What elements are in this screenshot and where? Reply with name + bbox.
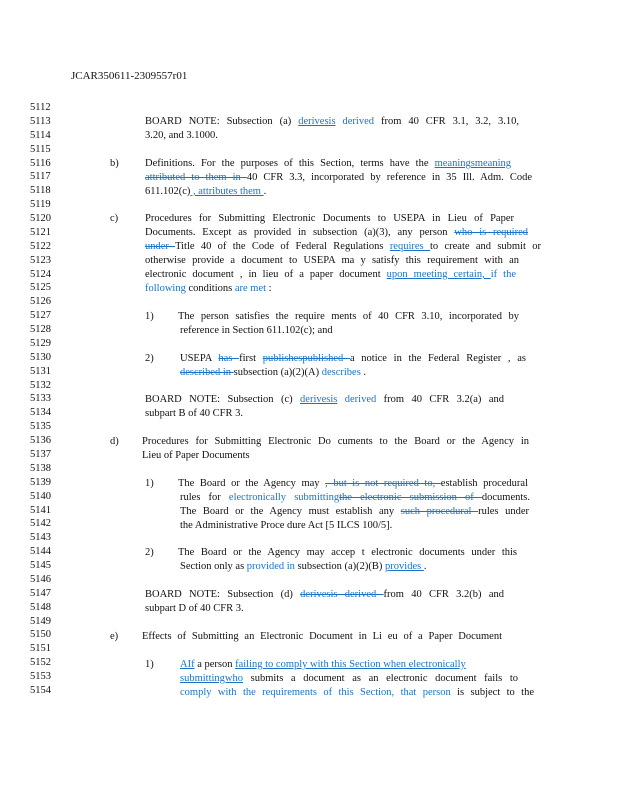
line-number: 5121 [30,226,51,238]
board-note-a-cont: 3.20, and 3.1000. [145,130,218,141]
line-number: 5137 [30,449,51,460]
definitions-line-3: 611.102(c) , attributes them . [145,186,267,197]
line-number: 5142 [30,518,51,530]
subsection-c-marker: c) [110,213,119,224]
procedures-usepa-line-5: electronic document , in lieu of a paper document upon meeting certain, if the [145,269,516,280]
procedures-usepa-line-4: otherwise provide a document to USEPA ma y satisfy this requirement with an [145,255,519,266]
subsection-e-marker: e) [110,631,119,642]
line-number: 5128 [30,324,51,336]
item-d1-line-1: The Board or the Agency may , but is not required to, establish procedural [178,478,528,489]
item-d2-line-1: The Board or the Agency may accep t electronic documents under this [178,547,517,558]
procedures-usepa-line-2: Documents. Except as provided in subsection (a)(3), any person who is required [145,227,528,238]
effects-heading: Effects of Submitting an Electronic Document in Li eu of a Paper Document [142,631,502,642]
item-d2-line-2: Section only as provided in subsection (a)(2)(B) provides . [180,561,427,572]
board-note-c: BOARD NOTE: Subsection (c) derivesis derived from 40 CFR 3.2(a) and [145,394,504,405]
line-number: 5141 [30,504,51,516]
line-number: 5132 [30,379,51,391]
subsection-b-marker: b) [110,158,119,169]
item-e1-marker: 1) [145,659,154,670]
line-number: 5143 [30,532,51,544]
item-d1-line-2: rules for electronically submittingthe electronic submission of documents. [180,492,531,503]
line-number: 5120 [30,213,51,225]
item-c2-marker: 2) [145,353,154,364]
line-number: 5146 [30,573,51,585]
line-number: 5113 [30,115,51,127]
line-number: 5131 [30,365,51,377]
line-number: 5147 [30,587,51,599]
board-note-d-cont: subpart D of 40 CFR 3. [145,603,244,614]
item-c2-line-2: described in subsection (a)(2)(A) describes . [180,367,367,378]
definitions-line-1: Definitions. For the purposes of this Section, terms have the meaningsmeaning [145,158,511,169]
item-c1-marker: 1) [145,311,154,322]
line-number: 5151 [30,643,51,655]
line-number: 5112 [30,102,51,113]
line-number: 5154 [30,684,51,696]
line-number: 5129 [30,337,51,349]
board-note-c-cont: subpart B of 40 CFR 3. [145,408,244,419]
line-number: 5117 [30,171,51,183]
line-number: 5136 [30,435,51,447]
line-number: 5126 [30,296,51,308]
line-number: 5138 [30,462,51,474]
procedures-board-line-2: Lieu of Paper Documents [142,450,250,461]
line-number: 5122 [30,240,51,252]
line-number: 5119 [30,199,51,211]
item-d1-marker: 1) [145,478,154,489]
line-number: 5135 [30,421,51,433]
line-number: 5152 [30,657,51,669]
item-e1-line-1: AIf a person failing to comply with this Section when electronically [180,659,466,670]
item-c1-line-2: reference in Section 611.102(c); and [180,325,333,336]
procedures-board-line-1: Procedures for Submitting Electronic Do cuments to the Board or the Agency in [142,436,529,447]
procedures-usepa-line-3: under Title 40 of the Code of Federal Regulations requires to create and submit or [145,241,542,252]
subsection-d-marker: d) [110,436,119,447]
item-e1-line-3: comply with the requirements of this Section, that person is subject to the [180,687,535,698]
item-d1-line-3: The Board or the Agency must establish any such procedural rules under [180,506,529,517]
line-number: 5123 [30,254,51,266]
line-number: 5134 [30,407,51,419]
line-number: 5149 [30,615,51,627]
line-number: 5139 [30,476,51,488]
definitions-line-2: attributed to them in 40 CFR 3.3, incorporated by reference in 35 Ill. Adm. Code [145,172,532,183]
board-note-a: BOARD NOTE: Subsection (a) derivesis derived from 40 CFR 3.1, 3.2, 3.10, [145,116,519,127]
item-e1-line-2: submittingwho submits a document as an electronic document fails to [180,673,518,684]
item-c1-line-1: The person satisfies the require ments of 40 CFR 3.10, incorporated by [178,311,519,322]
line-number: 5153 [30,671,51,683]
line-number: 5115 [30,143,51,155]
line-number: 5125 [30,282,51,294]
line-number: 5145 [30,560,51,572]
line-number: 5150 [30,629,51,641]
line-number: 5118 [30,185,51,197]
procedures-usepa-line-1: Procedures for Submitting Electronic Documents to USEPA in Lieu of Paper [145,213,514,224]
line-number: 5133 [30,393,51,405]
line-number: 5148 [30,601,51,613]
line-number: 5144 [30,546,51,558]
document-id-header: JCAR350611-2309557r01 [71,70,188,82]
item-c2-line-1: USEPA has first publishespublished a notice in the Federal Register , as [180,353,527,364]
line-number: 5116 [30,157,51,169]
line-number: 5127 [30,310,51,322]
line-number: 5130 [30,351,51,363]
item-d2-marker: 2) [145,547,154,558]
item-d1-line-4: the Administrative Proce dure Act [5 ILCS 100/5]. [180,520,393,531]
board-note-d: BOARD NOTE: Subsection (d) derivesis derived from 40 CFR 3.2(b) and [145,589,504,600]
line-number: 5140 [30,490,51,502]
line-number: 5124 [30,268,51,280]
procedures-usepa-line-6: following conditions are met : [145,283,272,294]
line-number: 5114 [30,129,51,141]
